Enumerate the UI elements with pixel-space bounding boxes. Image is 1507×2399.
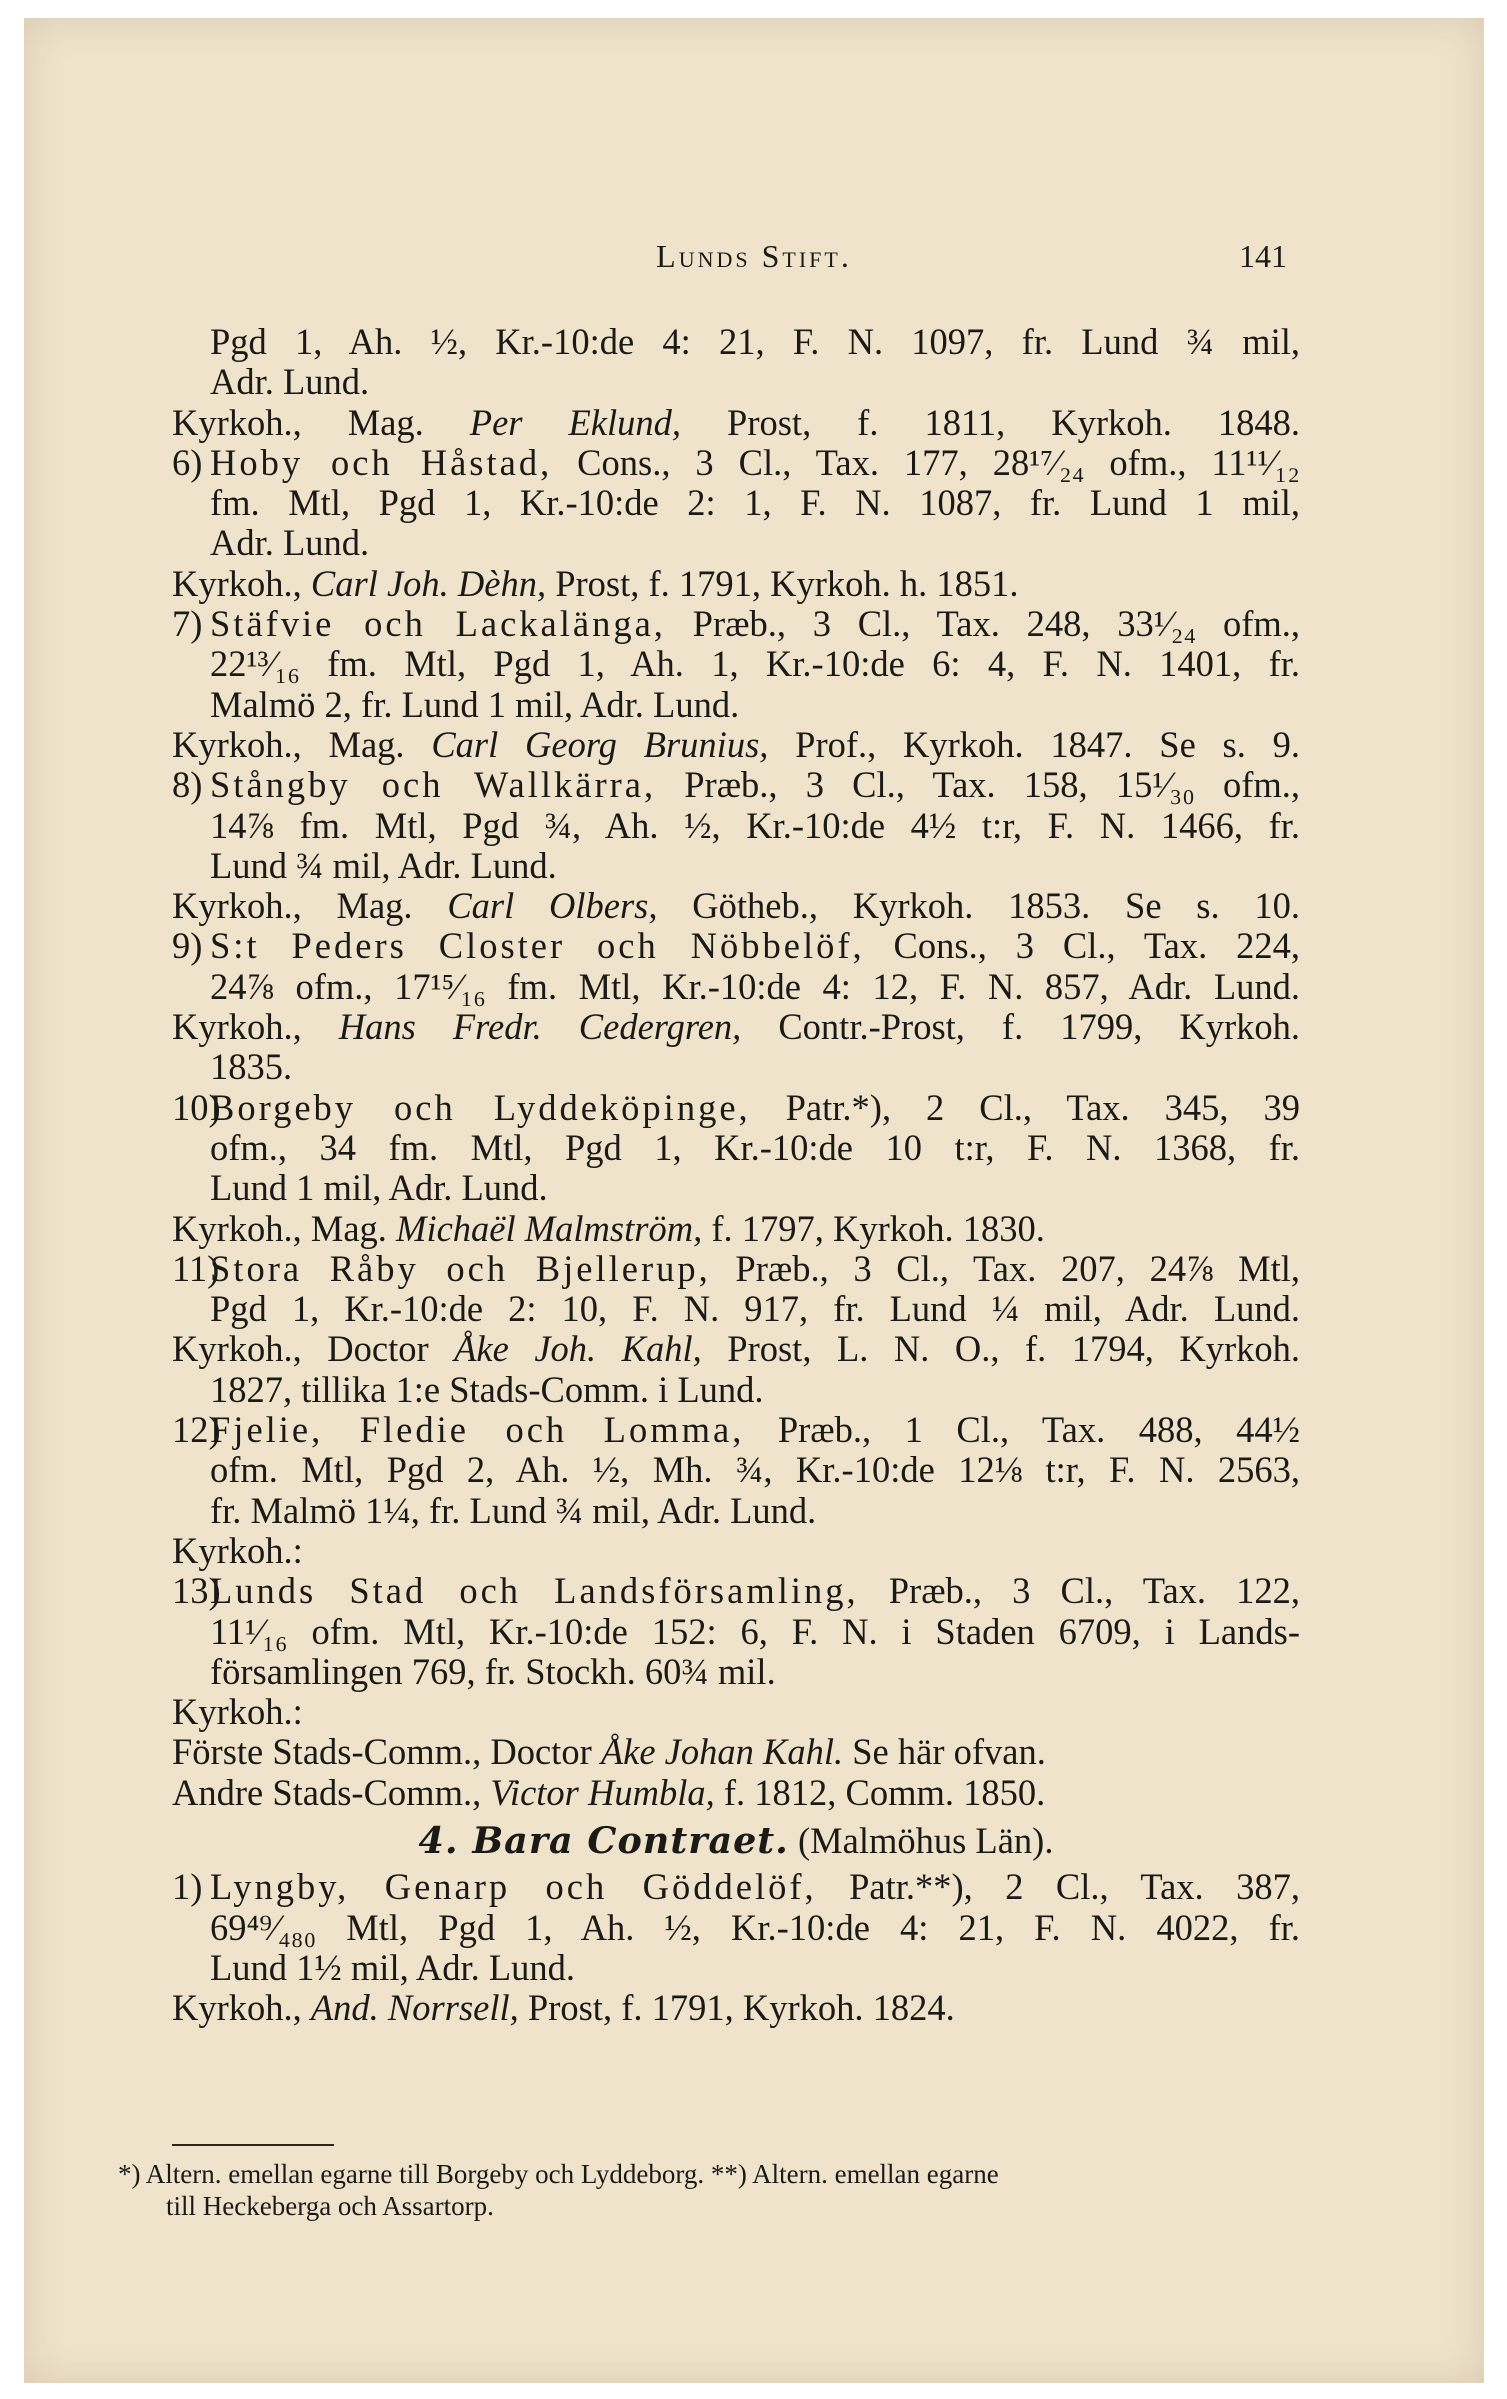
text-line: Kyrkoh., Mag. Carl Georg Brunius, Prof., Kyrkoh. 1847. Se s. 9. [172,724,1300,765]
body-text [172,322,1300,2028]
entry-line: 13)Lunds Stad och Landsförsamling, Præb., 3 Cl., Tax. 122, [172,1571,1300,1612]
text-line: Kyrkoh., Mag. Per Eklund, Prost, f. 1811, Kyrkoh. 1848. [172,402,1300,443]
entry-line: 6) Hoby och Håstad, Cons., 3 Cl., Tax. 177, 28¹⁷⁄₂₄ ofm., 11¹¹⁄₁₂ [172,442,1300,483]
text-line: 69⁴⁹⁄₄₈₀ Mtl, Pgd 1, Ah. ½, Kr.-10:de 4: 21, F. N. 4022, fr. [210,1907,1300,1948]
text-line: ofm., 34 fm. Mtl, Pgd 1, Kr.-10:de 10 t:r, F. N. 1368, fr. [210,1127,1300,1168]
text-line: Kyrkoh., And. Norrsell, Prost, f. 1791, Kyrkoh. 1824. [172,1987,955,2029]
text-line: Malmö 2, fr. Lund 1 mil, Adr. Lund. [210,683,740,725]
entry-line: 11)Stora Råby och Bjellerup, Præb., 3 Cl., Tax. 207, 24⅞ Mtl, [172,1248,1300,1289]
text-line: Kyrkoh., Mag. Michaël Malmström, f. 1797, Kyrkoh. 1830. [172,1207,1045,1249]
book-page [24,18,1484,2383]
text-line: 24⅞ ofm., 17¹⁵⁄₁₆ fm. Mtl, Kr.-10:de 4: 12, F. N. 857, Adr. Lund. [210,966,1300,1007]
text-line: Lund ¾ mil, Adr. Lund. [210,844,557,886]
text-line: Kyrkoh., Carl Joh. Dèhn, Prost, f. 1791, Kyrkoh. h. 1851. [172,562,1019,604]
text-line: Kyrkoh., Mag. Carl Olbers, Götheb., Kyrkoh. 1853. Se s. 10. [172,886,1300,927]
text-line: Lund 1 mil, Adr. Lund. [210,1167,548,1209]
text-line: Pgd 1, Kr.-10:de 2: 10, F. N. 917, fr. Lund ¼ mil, Adr. Lund. [210,1289,1300,1330]
text-line: 11¹⁄₁₆ ofm. Mtl, Kr.-10:de 152: 6, F. N. i Staden 6709, i Lands- [210,1611,1300,1652]
text-line: församlingen 769, fr. Stockh. 60¾ mil. [210,1650,776,1692]
text-line: fr. Malmö 1¼, fr. Lund ¾ mil, Adr. Lund. [210,1489,817,1531]
text-line: Pgd 1, Ah. ½, Kr.-10:de 4: 21, F. N. 1097, fr. Lund ¾ mil, [210,322,1300,362]
text-line: Lund 1½ mil, Adr. Lund. [210,1946,575,1988]
text-line: Förste Stads-Comm., Doctor Åke Johan Kahl. Se här ofvan. [172,1731,1046,1773]
text-line: Kyrkoh.: [172,1691,303,1733]
text-line: fm. Mtl, Pgd 1, Kr.-10:de 2: 1, F. N. 1087, fr. Lund 1 mil, [210,483,1300,524]
text-line: Kyrkoh., Doctor Åke Joh. Kahl, Prost, L. N. O., f. 1794, Kyrkoh. [172,1329,1300,1370]
text-line: 1827, tillika 1:e Stads-Comm. i Lund. [210,1368,764,1410]
text-line: 22¹³⁄₁₆ fm. Mtl, Pgd 1, Ah. 1, Kr.-10:de 6: 4, F. N. 1401, fr. [210,644,1300,685]
footnote: *) Altern. emellan egarne till Borgeby och Lyddeborg. **) Altern. emellan egarne [118,2159,999,2189]
entry-line: 9) S:t Peders Closter och Nöbbelöf, Cons., 3 Cl., Tax. 224, [172,926,1300,967]
text-line: 1835. [210,1046,293,1088]
entry-line: 10)Borgeby och Lyddeköpinge, Patr.*), 2 Cl., Tax. 345, 39 [172,1087,1300,1128]
section-heading: 4. Bara Contraet. (Malmöhus Län). [418,1818,1054,1862]
page-number: 141 [1239,238,1287,274]
text-line: Kyrkoh.: [172,1529,303,1571]
text-line: Adr. Lund. [210,522,370,564]
entry-line: 12)Fjelie, Fledie och Lomma, Præb., 1 Cl., Tax. 488, 44½ [172,1410,1300,1451]
page-header [24,238,1484,278]
footnote-rule [172,2144,334,2146]
footnotes [118,2158,1308,2222]
entry-line: 7) Stäfvie och Lackalänga, Præb., 3 Cl., Tax. 248, 33¹⁄₂₄ ofm., [172,604,1300,645]
text-line: Andre Stads-Comm., Victor Humbla, f. 1812, Comm. 1850. [172,1771,1046,1813]
entry-line: 1) Lyngby, Genarp och Göddelöf, Patr.**), 2 Cl., Tax. 387, [172,1867,1300,1908]
entry-line: 8) Stångby och Wallkärra, Præb., 3 Cl., Tax. 158, 15¹⁄₃₀ ofm., [172,765,1300,806]
text-line: ofm. Mtl, Pgd 2, Ah. ½, Mh. ¾, Kr.-10:de 12⅛ t:r, F. N. 2563, [210,1450,1300,1491]
text-line: Kyrkoh., Hans Fredr. Cedergren, Contr.-Prost, f. 1799, Kyrkoh. [172,1007,1300,1048]
footnote: till Heckeberga och Assartorp. [166,2191,494,2221]
text-line: 14⅞ fm. Mtl, Pgd ¾, Ah. ½, Kr.-10:de 4½ t:r, F. N. 1466, fr. [210,805,1300,846]
text-line: Adr. Lund. [210,361,370,403]
running-title: Lunds Stift. [656,238,852,274]
